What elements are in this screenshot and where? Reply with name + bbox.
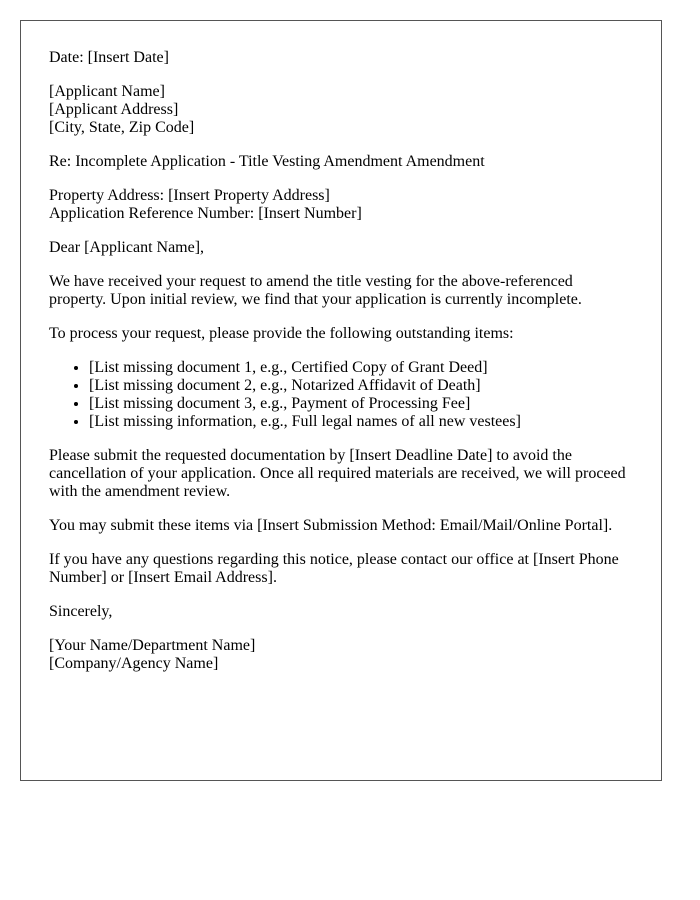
missing-items-list — [49, 359, 633, 431]
submission-paragraph: You may submit these items via [Insert Submission Method: Email/Mail/Online Portal]. — [49, 517, 613, 534]
recipient-city-state-zip: [City, State, Zip Code] — [49, 119, 195, 136]
reference-block — [49, 187, 633, 223]
list-item: • [List missing document 2, e.g., Notarized Affidavit of Death] — [89, 377, 633, 395]
recipient-address: [Applicant Address] — [49, 101, 179, 118]
list-item: • [List missing document 1, e.g., Certified Copy of Grant Deed] — [89, 359, 633, 377]
letter — [20, 20, 662, 781]
closing: Sincerely, — [49, 603, 113, 620]
process-paragraph: To process your request, please provide the following outstanding items: — [49, 325, 514, 342]
contact-paragraph: If you have any questions regarding this notice, please contact our office at [Insert Phone Number] or [Insert Email Address]. — [49, 551, 619, 586]
deadline-paragraph: Please submit the requested documentation by [Insert Deadline Date] to avoid the cancellation of your application. Once all required materials are received, we will proceed with the amendment review. — [49, 447, 626, 500]
subject-line: Re: Incomplete Application - Title Vesting Amendment Amendment — [49, 153, 485, 170]
property-address: Property Address: [Insert Property Address] — [49, 187, 330, 204]
signature-name: [Your Name/Department Name] — [49, 637, 256, 654]
salutation: Dear [Applicant Name], — [49, 239, 205, 256]
signature-block — [49, 637, 633, 673]
list-item: • [List missing information, e.g., Full legal names of all new vestees] — [89, 413, 633, 431]
list-item: • [List missing document 3, e.g., Payment of Processing Fee] — [89, 395, 633, 413]
date-line: Date: [Insert Date] — [49, 49, 169, 66]
reference-number: Application Reference Number: [Insert Number] — [49, 205, 362, 222]
recipient-name: [Applicant Name] — [49, 83, 165, 100]
signature-company: [Company/Agency Name] — [49, 655, 219, 672]
intro-paragraph: We have received your request to amend the title vesting for the above-referenced property. Upon initial review, we find that your application is currently incomplete. — [49, 273, 582, 308]
recipient-block — [49, 83, 633, 137]
